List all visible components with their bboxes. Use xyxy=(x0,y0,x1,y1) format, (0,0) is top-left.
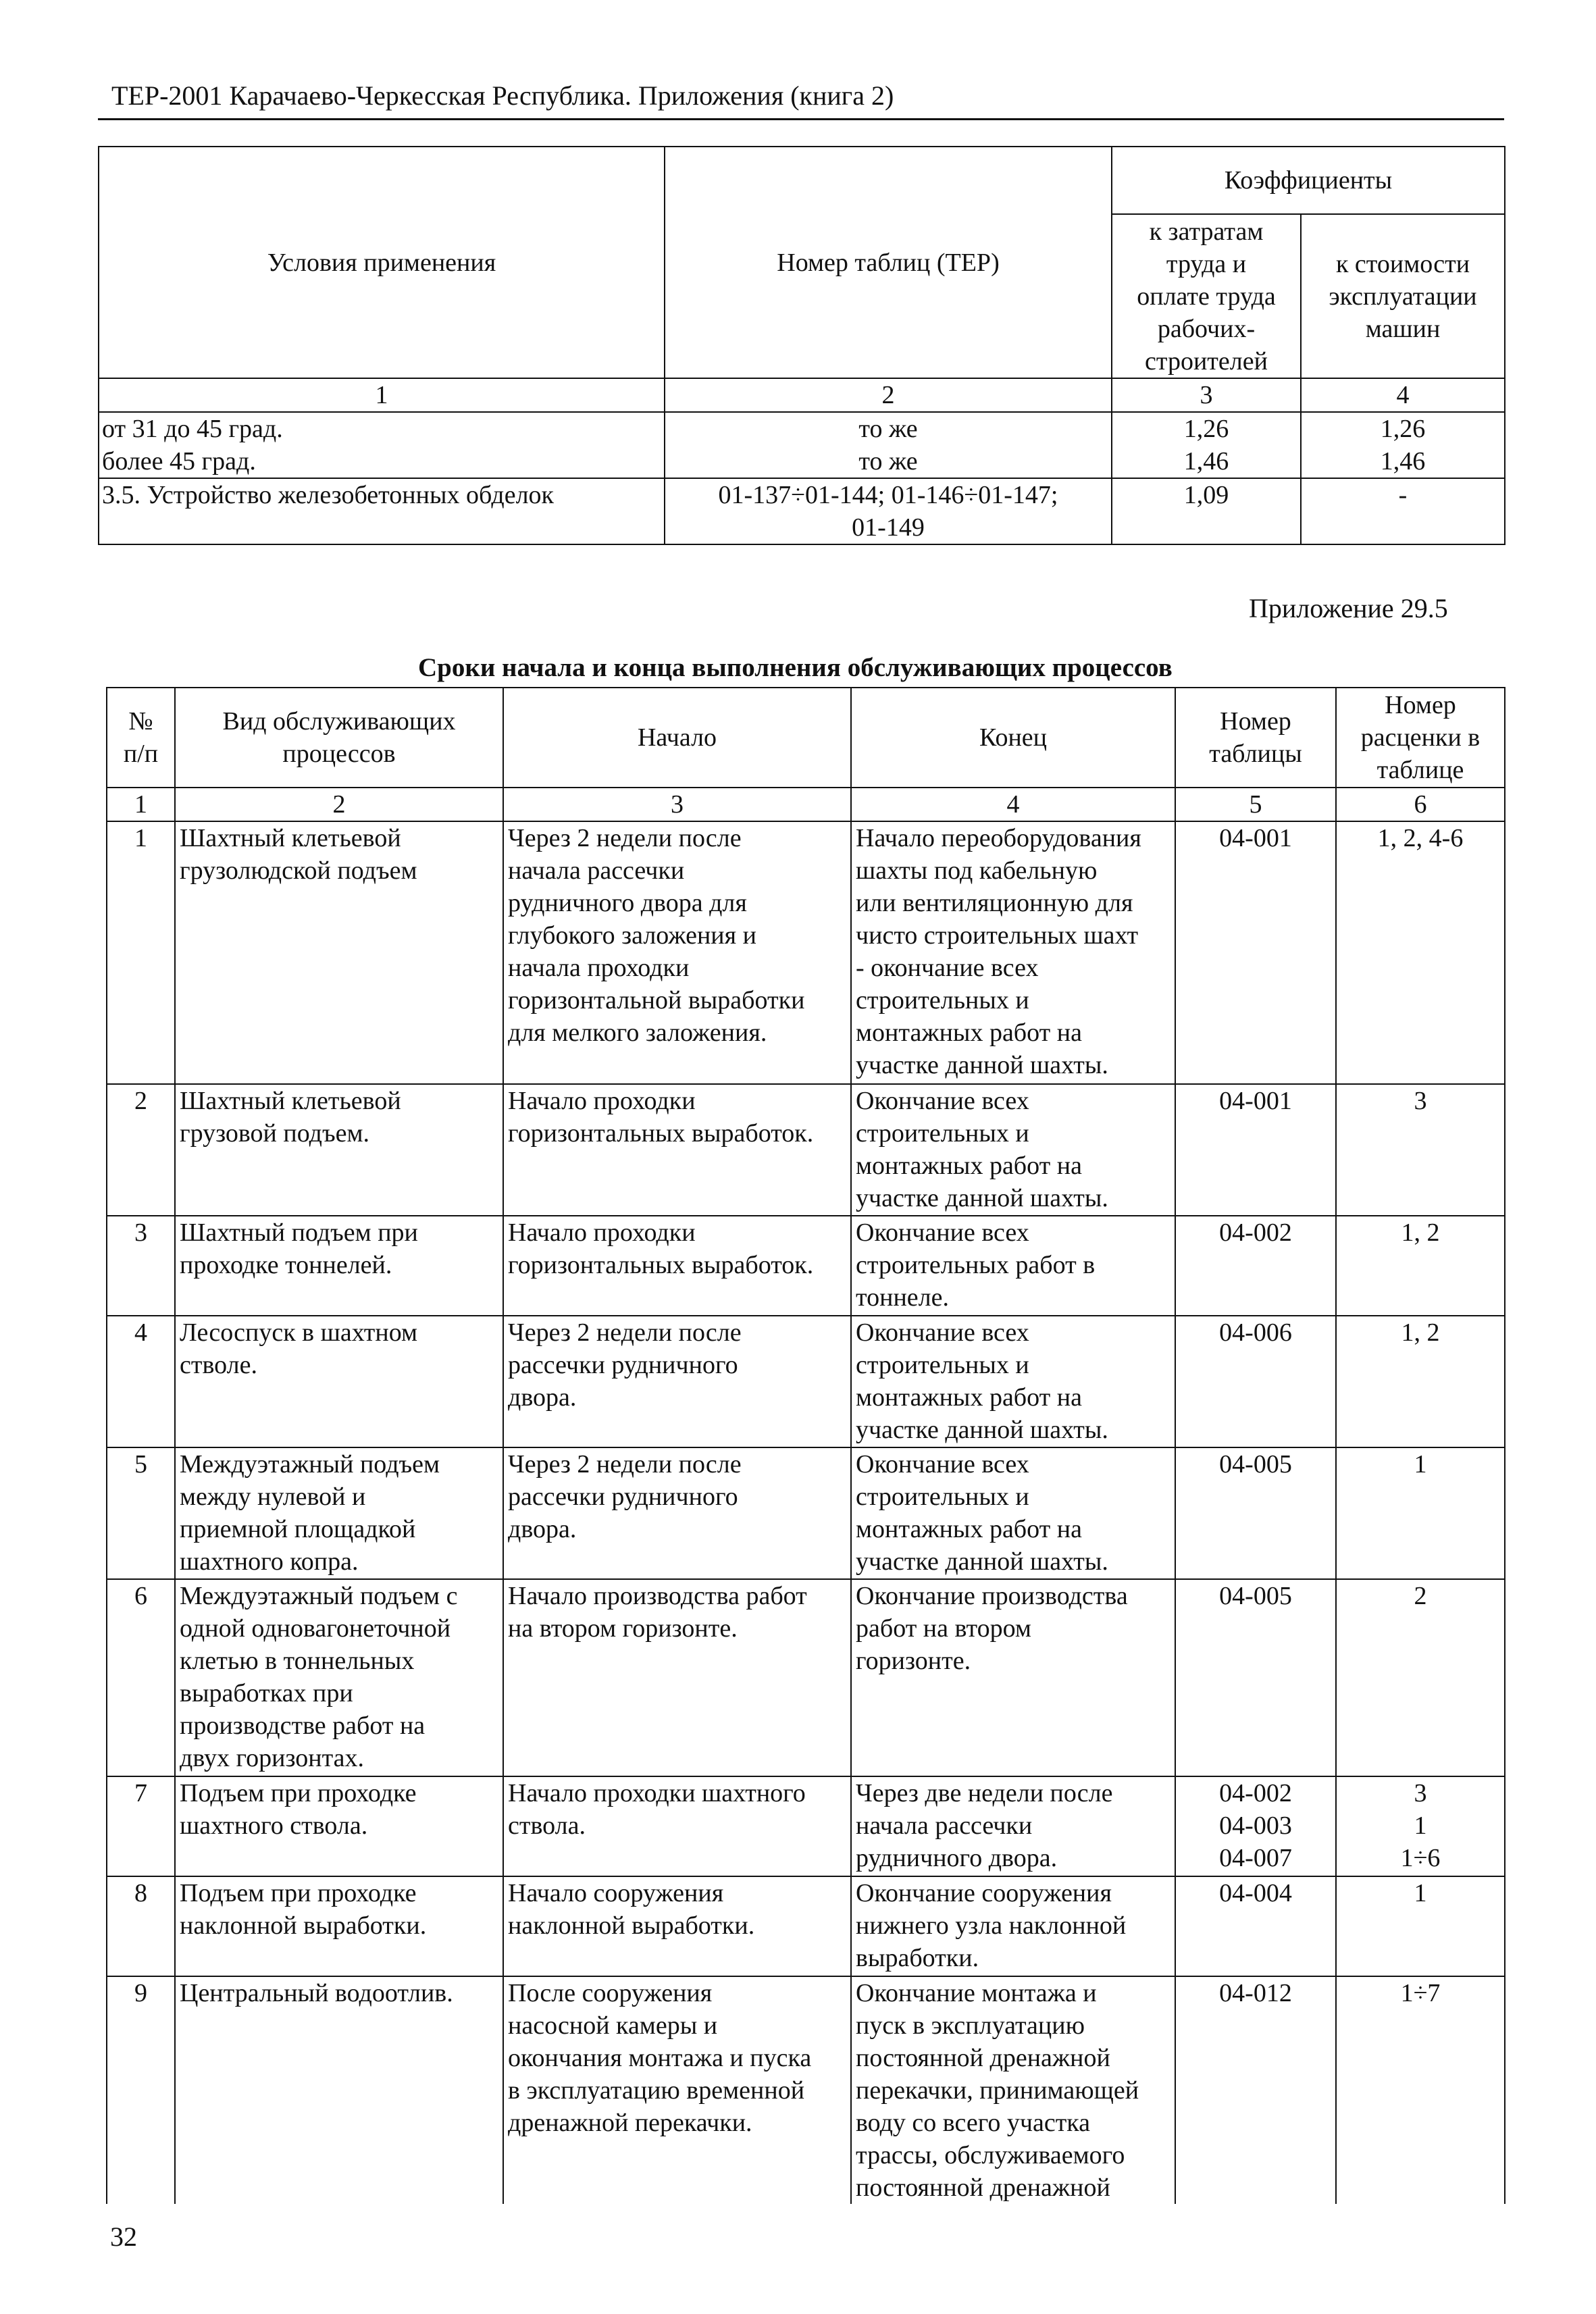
row-number: 6 xyxy=(107,1579,175,1776)
end-cell: Окончание всех строительных и монтажных работ на участке данной шахты. xyxy=(851,1084,1175,1216)
rate-number-cell: 3 xyxy=(1336,1084,1505,1216)
end-cell: Окончание производства работ на втором горизонте. xyxy=(851,1579,1175,1776)
end-cell: Окончание всех строительных и монтажных работ на участке данной шахты. xyxy=(851,1316,1175,1447)
table-row xyxy=(107,1776,1505,1876)
col-number: 5 xyxy=(1175,788,1336,821)
start-cell: Через 2 недели после рассечки рудничного двора. xyxy=(503,1447,851,1579)
process-kind-cell: Шахтный клетьевой грузовой подъем. xyxy=(175,1084,503,1216)
table-number-cell: 04-002 xyxy=(1175,1216,1336,1316)
machine-coef-cell: - xyxy=(1301,478,1505,544)
process-kind-cell: Центральный водоотлив. xyxy=(175,1976,503,2204)
start-cell: Через 2 недели после начала рассечки рудничного двора для глубокого заложения и начала проходки горизонтальной выработки для мелкого заложения. xyxy=(503,821,851,1084)
table-number-cell: 04-001 xyxy=(1175,1084,1336,1216)
col-start-header: Начало xyxy=(503,688,851,788)
rate-number-cell: 2 xyxy=(1336,1579,1505,1776)
rate-number-cell: 1 xyxy=(1336,1876,1505,1976)
start-cell: После сооружения насосной камеры и окончания монтажа и пуска в эксплуатацию временной дренажной перекачки. xyxy=(503,1976,851,2204)
row-number: 5 xyxy=(107,1447,175,1579)
appendix-label: Приложение 29.5 xyxy=(1249,593,1448,623)
machine-coef-cell: 1,26 1,46 xyxy=(1301,412,1505,478)
rate-number-cell: 1÷7 xyxy=(1336,1976,1505,2204)
col-number: 1 xyxy=(99,378,665,412)
table-row xyxy=(99,478,1505,544)
col-rate-header: Номер расценки в таблице xyxy=(1336,688,1505,788)
table-number-cell: 04-001 xyxy=(1175,821,1336,1084)
col-number: 3 xyxy=(1112,378,1301,412)
table-row xyxy=(107,1316,1505,1447)
page-number: 32 xyxy=(110,2221,137,2252)
column-number-row xyxy=(99,378,1505,412)
running-header: ТЕР-2001 Карачаево-Черкесская Республика. Приложения (книга 2) xyxy=(111,80,894,111)
col-coefficients-header: Коэффициенты xyxy=(1112,147,1505,214)
col-number: 1 xyxy=(107,788,175,821)
col-labor-header: к затратам труда и оплате труда рабочих- строителей xyxy=(1112,214,1301,378)
row-number: 2 xyxy=(107,1084,175,1216)
row-number: 8 xyxy=(107,1876,175,1976)
start-cell: Начало проходки горизонтальных выработок. xyxy=(503,1084,851,1216)
conditions-cell: от 31 до 45 град. более 45 град. xyxy=(99,412,665,478)
service-processes-table xyxy=(106,687,1505,2204)
conditions-cell: 3.5. Устройство железобетонных обделок xyxy=(99,478,665,544)
start-cell: Начало производства работ на втором горизонте. xyxy=(503,1579,851,1776)
table-title: Сроки начала и конца выполнения обслуживающих процессов xyxy=(418,653,1173,682)
table-row xyxy=(107,1976,1505,2204)
col-end-header: Конец xyxy=(851,688,1175,788)
header-row xyxy=(107,688,1505,788)
table-row xyxy=(107,1447,1505,1579)
table-number-cell: 04-012 xyxy=(1175,1976,1336,2204)
rate-number-cell: 3 1 1÷6 xyxy=(1336,1776,1505,1876)
process-kind-cell: Подъем при проходке наклонной выработки. xyxy=(175,1876,503,1976)
col-kind-header: Вид обслуживающих процессов xyxy=(175,688,503,788)
col-tables-header: Номер таблиц (ТЕР) xyxy=(665,147,1112,378)
col-conditions-header: Условия применения xyxy=(99,147,665,378)
end-cell: Окончание монтажа и пуск в эксплуатацию постоянной дренажной перекачки, принимающей воду со всего участка трассы, обслуживаемого постоянной дренажной xyxy=(851,1976,1175,2204)
table-number-cell: 04-002 04-003 04-007 xyxy=(1175,1776,1336,1876)
start-cell: Начало проходки горизонтальных выработок. xyxy=(503,1216,851,1316)
end-cell: Окончание всех строительных работ в тоннеле. xyxy=(851,1216,1175,1316)
table-row xyxy=(107,1876,1505,1976)
table-row xyxy=(107,1084,1505,1216)
process-kind-cell: Междуэтажный подъем с одной одновагонеточной клетью в тоннельных выработках при производстве работ на двух горизонтах. xyxy=(175,1579,503,1776)
coefficients-table xyxy=(98,146,1505,545)
end-cell: Через две недели после начала рассечки рудничного двора. xyxy=(851,1776,1175,1876)
end-cell: Окончание сооружения нижнего узла наклонной выработки. xyxy=(851,1876,1175,1976)
labor-coef-cell: 1,26 1,46 xyxy=(1112,412,1301,478)
col-number: 2 xyxy=(175,788,503,821)
process-kind-cell: Лесоспуск в шахтном стволе. xyxy=(175,1316,503,1447)
col-machines-header: к стоимости эксплуатации машин xyxy=(1301,214,1505,378)
col-no-header: № п/п xyxy=(107,688,175,788)
table-row xyxy=(99,412,1505,478)
col-table-header: Номер таблицы xyxy=(1175,688,1336,788)
table-row xyxy=(107,821,1505,1084)
table-row xyxy=(107,1216,1505,1316)
labor-coef-cell: 1,09 xyxy=(1112,478,1301,544)
col-number: 6 xyxy=(1336,788,1505,821)
row-number: 1 xyxy=(107,821,175,1084)
process-kind-cell: Подъем при проходке шахтного ствола. xyxy=(175,1776,503,1876)
col-number: 3 xyxy=(503,788,851,821)
col-number: 4 xyxy=(1301,378,1505,412)
row-number: 3 xyxy=(107,1216,175,1316)
rate-number-cell: 1 xyxy=(1336,1447,1505,1579)
process-kind-cell: Шахтный подъем при проходке тоннелей. xyxy=(175,1216,503,1316)
col-number: 2 xyxy=(665,378,1112,412)
table-number-cell: 04-004 xyxy=(1175,1876,1336,1976)
rate-number-cell: 1, 2 xyxy=(1336,1216,1505,1316)
table-number-cell: 04-006 xyxy=(1175,1316,1336,1447)
col-number: 4 xyxy=(851,788,1175,821)
rate-number-cell: 1, 2, 4-6 xyxy=(1336,821,1505,1084)
start-cell: Начало проходки шахтного ствола. xyxy=(503,1776,851,1876)
start-cell: Начало сооружения наклонной выработки. xyxy=(503,1876,851,1976)
table-number-cell: 04-005 xyxy=(1175,1447,1336,1579)
table-row xyxy=(107,1579,1505,1776)
end-cell: Окончание всех строительных и монтажных работ на участке данной шахты. xyxy=(851,1447,1175,1579)
row-number: 9 xyxy=(107,1976,175,2204)
tables-cell: 01-137÷01-144; 01-146÷01-147; 01-149 xyxy=(665,478,1112,544)
process-kind-cell: Междуэтажный подъем между нулевой и приемной площадкой шахтного копра. xyxy=(175,1447,503,1579)
start-cell: Через 2 недели после рассечки рудничного двора. xyxy=(503,1316,851,1447)
header-rule xyxy=(98,118,1504,120)
row-number: 4 xyxy=(107,1316,175,1447)
tables-cell: то же то же xyxy=(665,412,1112,478)
column-number-row xyxy=(107,788,1505,821)
row-number: 7 xyxy=(107,1776,175,1876)
rate-number-cell: 1, 2 xyxy=(1336,1316,1505,1447)
end-cell: Начало переоборудования шахты под кабельную или вентиляционную для чисто строительных шахт - окончание всех строительных и монтажных работ на участке данной шахты. xyxy=(851,821,1175,1084)
process-kind-cell: Шахтный клетьевой грузолюдской подъем xyxy=(175,821,503,1084)
table-number-cell: 04-005 xyxy=(1175,1579,1336,1776)
